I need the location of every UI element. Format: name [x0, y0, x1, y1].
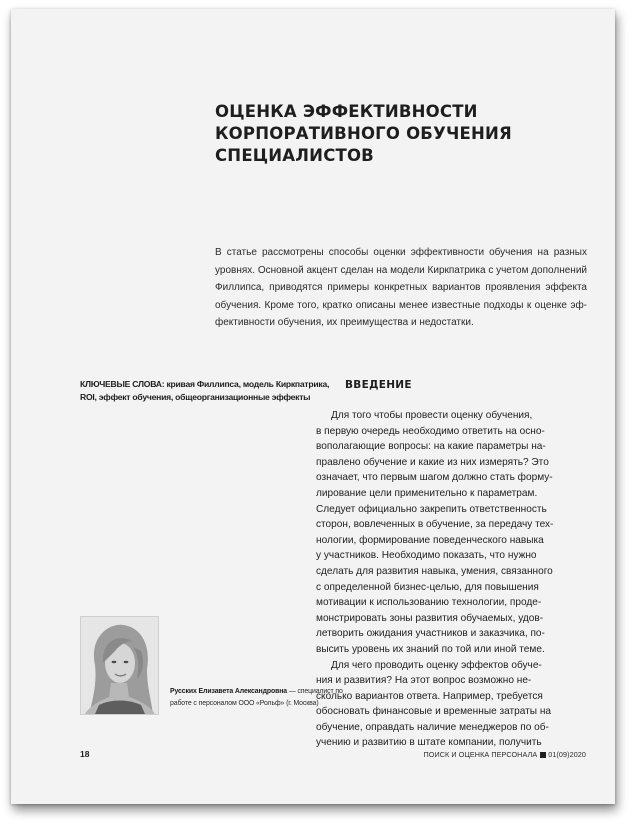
body-line: правлено обучение и какие из них измерять? Это	[316, 456, 549, 468]
title-line: СПЕЦИАЛИСТОВ	[215, 146, 374, 165]
journal-page	[11, 9, 615, 804]
body-line: Для чего проводить оценку эффектов обуче-	[331, 659, 542, 671]
author-portrait-image	[81, 617, 158, 714]
keywords	[80, 378, 330, 403]
square-separator-icon	[540, 752, 546, 758]
abstract-line: В статье рассмотрены способы оценки эффективности обучения на разных	[215, 247, 587, 258]
author-photo	[80, 616, 159, 715]
article-title	[215, 101, 555, 167]
body-line: с определенной бизнес-целью, для повышения	[316, 581, 539, 593]
page-number: 18	[80, 749, 90, 759]
author-affiliation: работе с персоналом ООО «Рольф» (г. Москва)	[170, 699, 319, 707]
body-line: летворить ожидания участников и заказчика, по-	[316, 628, 545, 640]
body-line: обосновать финансовые и временные затраты на	[316, 706, 552, 718]
body-line: означает, что первым шагом должно стать форму-	[316, 472, 553, 484]
journal-issue: 01(09)2020	[548, 750, 586, 759]
keywords-line: КЛЮЧЕВЫЕ СЛОВА: кривая Филлипса, модель Киркпатрика,	[80, 379, 330, 389]
abstract-line: Филлипса, приводятся примеры конкретных вариантов проявления эффекта	[215, 282, 587, 294]
author-name: Русских Елизавета Александровна	[170, 688, 288, 695]
body-line: сторон, вовлеченных в обучение, за передачу тех-	[316, 519, 554, 531]
body-line: сделать для развития навыка, умения, связанного	[316, 565, 553, 577]
body-line: вополагающие вопросы: на какие параметры на-	[316, 441, 546, 453]
body-line: монстрировать зоны развития обучаемых, удов-	[316, 612, 544, 624]
abstract-line: обучения. Кроме того, кратко описаны менее известные подходы к оценке эф-	[215, 299, 587, 311]
author-info	[170, 686, 343, 709]
title-line: КОРПОРАТИВНОГО ОБУЧЕНИЯ	[215, 124, 512, 143]
body-line: высить уровень их знаний по той или иной теме.	[316, 643, 545, 655]
journal-name: ПОИСК И ОЦЕНКА ПЕРСОНАЛА	[423, 750, 538, 759]
section-title: ВВЕДЕНИЕ	[345, 379, 412, 391]
body-line: лирование цели применительно к параметрам.	[316, 487, 538, 499]
body-line: Следует официально закрепить ответственность	[316, 503, 547, 515]
body-line: у участников. Необходимо показать, что нужно	[316, 550, 537, 562]
body-line: обучение, оправдать наличие менеджеров по об-	[316, 721, 549, 733]
author-role: — специалист по	[287, 688, 343, 695]
body-line: мотивации к использованию технологии, проде-	[316, 597, 542, 609]
body-line: Для того чтобы провести оценку обучения,	[331, 410, 533, 421]
author-line	[170, 686, 343, 698]
abstract-line: уровнях. Основной акцент сделан на модели Киркпатрика с учетом дополнений	[215, 264, 587, 276]
body-line: учению и развитию в штате компании, получить	[316, 737, 542, 749]
body-line: ния и развития? На этот вопрос возможно не-	[316, 675, 532, 687]
article-body	[316, 408, 586, 751]
keywords-line: ROI, эффект обучения, общеорганизационные эффекты	[80, 391, 311, 402]
body-line: нологии, формирование поведенческого навыка	[316, 534, 544, 546]
abstract-line: фективности обучения, их преимущества и недостатки.	[215, 317, 474, 329]
body-line: в первую очередь необходимо ответить на осно-	[316, 425, 545, 437]
abstract	[215, 244, 587, 332]
title-line: ОЦЕНКА ЭФФЕКТИВНОСТИ	[215, 102, 478, 121]
body-line: сколько вариантов ответа. Например, требуется	[316, 690, 543, 702]
running-head	[424, 750, 586, 759]
